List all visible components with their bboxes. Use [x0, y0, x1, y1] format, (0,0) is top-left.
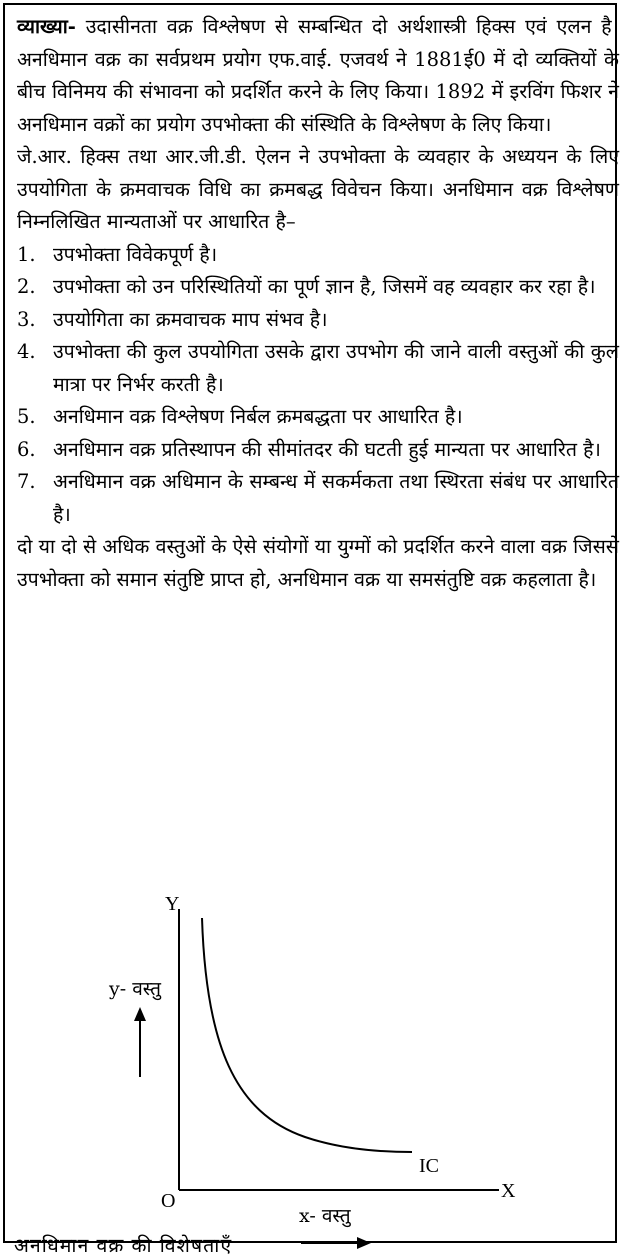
item-number: 1. [17, 242, 36, 266]
x-goods-label: x- वस्तु [299, 1205, 351, 1227]
cut-off-next-line [0, 1234, 624, 1257]
origin-label: O [161, 1190, 176, 1212]
item-text: अनधिमान वक्र अधिमान के सम्बन्ध में सकर्मकता तथा स्थिरता संबंध पर आधारित है। [53, 470, 619, 526]
indifference-curve [202, 918, 412, 1152]
y-axis-letter: Y [165, 893, 180, 915]
item-text: उपयोगिता का क्रमवाचक माप संभव है। [53, 307, 328, 331]
item-text: उपभोक्ता विवेकपूर्ण है। [53, 242, 218, 266]
second-paragraph: जे.आर. हिक्स तथा आर.जी.डी. ऐलन ने उपभोक्ता के व्यवहार के अध्ययन के लिए उपयोगिता के क्रमवाचक विधि का क्रमबद्ध विवेचन किया। अनधिमान वक्र विश्लेषण निम्नलिखित मान्यताओं पर आधारित है– [17, 145, 619, 233]
item-number: 7. [17, 470, 36, 493]
item-number: 4. [17, 340, 36, 363]
content-box [3, 3, 617, 1243]
up-arrow-icon [134, 1007, 146, 1021]
item-number: 2. [17, 275, 36, 298]
y-goods-label: y- वस्तु [109, 978, 161, 1000]
intro-text: उदासीनता वक्र विश्लेषण से सम्बन्धित दो अर्थशास्त्री हिक्स एवं एलन है। अनधिमान वक्र का सर्वप्रथम प्रयोग एफ.वाई. एजवर्थ ने 1881ई0 में दो व्यक्तियों के बीच विनिमय की संभावना को प्रदर्शित करने के लिए किया। 1892 में इरविंग फिशर ने अनधिमान वक्रों का प्रयोग उपभोक्ता की संस्थिति के विश्लेषण के लिए किया। [17, 15, 619, 136]
item-text: उपभोक्ता की कुल उपयोगिता उसके द्वारा उपभोग की जाने वाली वस्तुओं की कुल मात्रा पर निर्भर करती है। [53, 340, 619, 396]
x-axis-letter: X [501, 1180, 516, 1202]
item-text: उपभोक्ता को उन परिस्थितियों का पूर्ण ज्ञान है, जिसमें वह व्यवहार कर रहा है। [53, 275, 596, 298]
cut-off-text: अनधिमान वक्र की विशेषताएँ [14, 1234, 233, 1257]
item-text: अनधिमान वक्र प्रतिस्थापन की सीमांतदर की घटती हुई मान्यता पर आधारित है। [53, 437, 601, 461]
item-number: 3. [17, 307, 36, 331]
curve-label: IC [419, 1155, 439, 1177]
item-text: अनधिमान वक्र विश्लेषण निर्बल क्रमबद्धता पर आधारित है। [53, 405, 463, 428]
item-number: 6. [17, 437, 36, 461]
item-number: 5. [17, 405, 36, 428]
indifference-curve-figure [5, 5, 615, 1241]
explanation-label: व्याख्या- [17, 15, 76, 38]
definition-paragraph: दो या दो से अधिक वस्तुओं के ऐसे संयोगों या युग्मों को प्रदर्शित करने वाला वक्र जिससे उपभोक्ता को समान संतुष्टि प्राप्त हो, अनधिमान वक्र या समसंतुष्टि वक्र कहलाता है। [17, 535, 619, 591]
